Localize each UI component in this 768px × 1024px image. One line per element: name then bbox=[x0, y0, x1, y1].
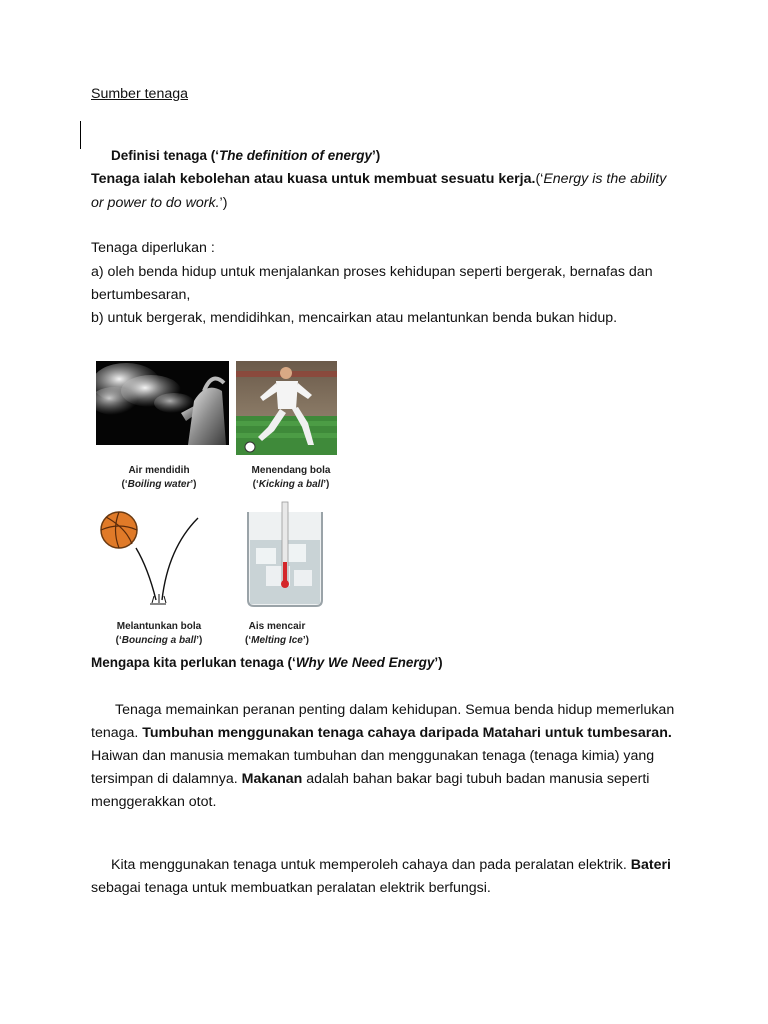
definition-malay: Tenaga ialah kebolehan atau kuasa untuk membuat sesuatu kerja. bbox=[91, 171, 536, 187]
why-paragraph-1-line-1: Tenaga memainkan peranan penting dalam kehidupan. Semua benda hidup memerlukan bbox=[115, 702, 675, 718]
figure-caption-kicking-malay: Menendang bola bbox=[251, 465, 331, 476]
definition-paren-close: ’) bbox=[219, 195, 228, 211]
figure-caption-boiling-text: Boiling water bbox=[127, 479, 191, 490]
why-p1-l4-plain: tersimpan di dalamnya. bbox=[91, 771, 242, 787]
figure-caption-kicking-english bbox=[238, 478, 344, 492]
why-heading-suffix: ’) bbox=[434, 655, 443, 670]
figure-caption-bouncing-open: (‘ bbox=[115, 635, 122, 646]
why-paragraph-2-line-2: sebagai tenaga untuk membuatkan peralatan elektrik berfungsi. bbox=[91, 880, 491, 896]
why-p2-l1-bold: Bateri bbox=[630, 857, 671, 873]
kettle-steam-icon bbox=[96, 361, 229, 445]
definition-heading-prefix: Definisi tenaga (‘ bbox=[111, 148, 220, 163]
why-heading bbox=[91, 655, 443, 670]
figure-caption-melting bbox=[224, 620, 330, 648]
figure-caption-kicking bbox=[238, 464, 344, 492]
figure-caption-boiling-close: ’) bbox=[190, 479, 197, 490]
figure-caption-melting-close: ’) bbox=[302, 635, 309, 646]
figure-caption-kicking-open: (‘ bbox=[252, 479, 259, 490]
figure-caption-melting-open: (‘ bbox=[245, 635, 252, 646]
page-title: Sumber tenaga bbox=[91, 86, 189, 102]
definition-line-2 bbox=[91, 195, 227, 211]
figure-caption-melting-malay: Ais mencair bbox=[248, 621, 306, 632]
why-p1-l2-bold: Tumbuhan menggunakan tenaga cahaya daripada Matahari untuk tumbesaran. bbox=[142, 725, 672, 741]
figure-caption-boiling-open: (‘ bbox=[121, 479, 128, 490]
why-paragraph-1-line-3: Haiwan dan manusia memakan tumbuhan dan menggunakan tenaga (tenaga kimia) yang bbox=[91, 748, 655, 764]
why-paragraph-1-line-4 bbox=[91, 771, 649, 787]
needs-item-b: b) untuk bergerak, mendidihkan, mencairkan atau melantunkan benda bukan hidup. bbox=[91, 310, 618, 326]
text-cursor bbox=[80, 121, 81, 149]
figure-caption-bouncing-text: Bouncing a ball bbox=[121, 635, 197, 646]
figure-caption-melting-text: Melting Ice bbox=[251, 635, 303, 646]
figure-caption-melting-english bbox=[224, 634, 330, 648]
figure-caption-bouncing-close: ’) bbox=[196, 635, 203, 646]
why-paragraph-1-line-2 bbox=[91, 725, 672, 741]
definition-paren-open: (‘ bbox=[535, 171, 544, 187]
needs-item-a-line-1: a) oleh benda hidup untuk menjalankan proses kehidupan seperti bergerak, bernafas dan bbox=[91, 264, 653, 280]
figure-caption-kicking-text: Kicking a ball bbox=[258, 479, 324, 490]
definition-english-1: Energy is the ability bbox=[543, 171, 667, 187]
football-player-icon bbox=[236, 361, 337, 455]
figure-caption-bouncing bbox=[106, 620, 212, 648]
why-p2-l1-plain: Kita menggunakan tenaga untuk memperoleh cahaya dan pada peralatan elektrik. bbox=[111, 857, 631, 873]
why-paragraph-1-line-5: menggerakkan otot. bbox=[91, 794, 217, 810]
definition-line-1 bbox=[91, 171, 666, 187]
why-heading-english: Why We Need Energy bbox=[295, 655, 435, 670]
definition-english-2: or power to do work. bbox=[91, 195, 220, 211]
why-p1-l4-rest: adalah bahan bakar bagi tubuh badan manusia seperti bbox=[302, 771, 650, 787]
bouncing-ball-icon bbox=[96, 508, 208, 608]
figure-caption-boiling-malay: Air mendidih bbox=[128, 465, 190, 476]
needs-item-a-line-2: bertumbesaran, bbox=[91, 287, 191, 303]
definition-heading-suffix: ’) bbox=[372, 148, 381, 163]
figure-caption-boiling-english bbox=[106, 478, 212, 492]
why-heading-prefix: Mengapa kita perlukan tenaga (‘ bbox=[91, 655, 296, 670]
definition-heading-english: The definition of energy bbox=[219, 148, 373, 163]
figure-caption-boiling bbox=[106, 464, 212, 492]
figure-caption-kicking-close: ’) bbox=[323, 479, 330, 490]
figure-caption-bouncing-english bbox=[106, 634, 212, 648]
why-p1-l4-bold: Makanan bbox=[241, 771, 303, 787]
figure-caption-bouncing-malay: Melantunkan bola bbox=[116, 621, 202, 632]
definition-heading bbox=[111, 148, 380, 163]
needs-intro: Tenaga diperlukan : bbox=[91, 240, 215, 256]
melting-ice-beaker-icon bbox=[236, 500, 333, 610]
why-p1-l2-plain: tenaga. bbox=[91, 725, 143, 741]
why-paragraph-2-line-1 bbox=[111, 857, 671, 873]
